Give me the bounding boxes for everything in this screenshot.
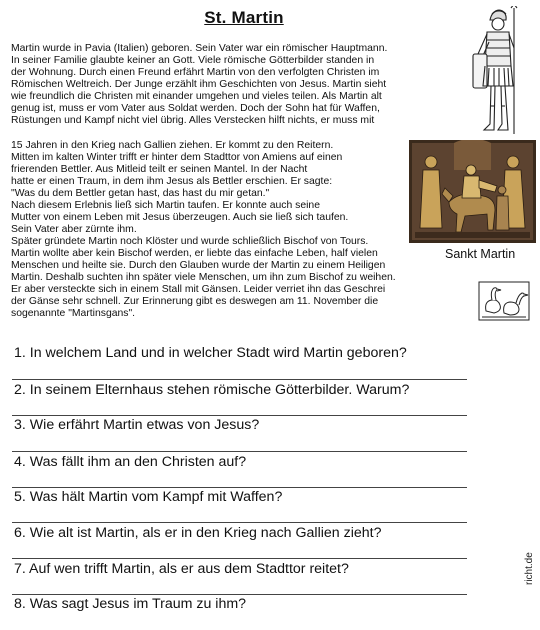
st-martin-painting bbox=[409, 140, 536, 243]
geese-illustration bbox=[478, 281, 530, 321]
story-line: wie freundlich die Christen mit einander umgehen und vieles teilen. Als Martin alt bbox=[11, 91, 382, 103]
story-line: Martin. Deshalb suchten ihn später viele Menschen, um ihn zum Bischof zu weihen. bbox=[11, 272, 396, 284]
credit-text: richt.de bbox=[524, 552, 535, 585]
story-line: Martin wollte aber kein Bischof werden, er liebte das einfache Leben, half vielen bbox=[11, 248, 378, 260]
story-line: der Wohnung. Durch einen Freund erfährt Martin von den verfolgten Christen im bbox=[11, 67, 380, 79]
answer-line-3[interactable] bbox=[12, 451, 467, 452]
story-line: frierenden Bettler. Aus Mitleid teilt er seinen Mantel. In der Nacht bbox=[11, 164, 308, 176]
story-line: Später gründete Martin noch Klöster und wurde schließlich Bischof von Tours. bbox=[11, 236, 369, 248]
story-line: Römischen Weltreich. Der Junge erzählt ihm Geschichten von Jesus. Martin sieht bbox=[11, 79, 387, 91]
story-paragraph-top bbox=[11, 43, 387, 127]
answer-line-4[interactable] bbox=[12, 487, 467, 488]
story-line: Mitten im kalten Winter trifft er hinter dem Stadttor von Amiens auf einen bbox=[11, 152, 343, 164]
image-caption: Sankt Martin bbox=[445, 247, 516, 261]
answer-line-7[interactable] bbox=[12, 594, 467, 595]
story-line: Sein Vater aber zürnte ihm. bbox=[11, 224, 137, 236]
page-title: St. Martin bbox=[204, 8, 284, 27]
story-line: hatte er einen Traum, in dem ihm Jesus als Bettler erschien. Er sagte: bbox=[11, 176, 333, 188]
answer-line-5[interactable] bbox=[12, 522, 467, 523]
question-7: 7. Auf wen trifft Martin, als er aus dem Stadttor reitet? bbox=[14, 561, 349, 577]
story-line: 15 Jahren in den Krieg nach Gallien ziehen. Er kommt zu den Reitern. bbox=[11, 140, 334, 151]
question-1: 1. In welchem Land und in welcher Stadt wird Martin geboren? bbox=[14, 345, 407, 361]
story-paragraph-bottom bbox=[11, 212, 396, 320]
question-5: 5. Was hält Martin vom Kampf mit Waffen? bbox=[14, 489, 283, 505]
question-4: 4. Was fällt ihm an den Christen auf? bbox=[14, 454, 247, 470]
story-line: Mutter von einem Leben mit Jesus überzeugen. Auch sie ließ sich taufen. bbox=[11, 212, 349, 223]
story-line: Martin wurde in Pavia (Italien) geboren. Sein Vater war ein römischer Hauptmann. bbox=[11, 43, 388, 54]
question-2: 2. In seinem Elternhaus stehen römische Götterbilder. Warum? bbox=[14, 382, 410, 398]
story-line: Er aber versteckte sich in einem Stall mit Gänsen. Leider verriet ihn das Geschrei bbox=[11, 284, 386, 296]
answer-line-2[interactable] bbox=[12, 415, 467, 416]
answer-line-1[interactable] bbox=[12, 379, 467, 380]
story-line: der Gänse sehr schnell. Zur Erinnerung gibt es deswegen am 11. November die bbox=[11, 296, 379, 308]
story-line: Nach diesem Erlebnis ließ sich Martin taufen. Er konnte auch seine bbox=[11, 200, 320, 212]
story-line: "Was du dem Bettler getan hast, das hast du mir getan." bbox=[11, 188, 270, 200]
answer-line-6[interactable] bbox=[12, 558, 467, 559]
story-line: Menschen und heilte sie. Durch den Glauben wurde der Martin zu einem Heiligen bbox=[11, 260, 386, 272]
story-line: genug ist, muss er vom Vater aus Soldat werden. Doch der Sohn hat für Waffen, bbox=[11, 103, 380, 115]
question-3: 3. Wie erfährt Martin etwas von Jesus? bbox=[14, 417, 260, 433]
question-6: 6. Wie alt ist Martin, als er in den Krieg nach Gallien zieht? bbox=[14, 525, 382, 541]
story-line: In seiner Familie glaubte keiner an Gott. Viele römische Götterbilder standen in bbox=[11, 55, 375, 67]
story-paragraph-middle bbox=[11, 140, 342, 212]
roman-soldier-illustration bbox=[470, 6, 526, 138]
question-8: 8. Was sagt Jesus im Traum zu ihm? bbox=[14, 596, 247, 612]
story-line: sogenannte "Martinsgans". bbox=[11, 308, 136, 320]
story-line: Rüstungen und Kampf nicht viel übrig. Alles Verstecken hilft nichts, er muss mit bbox=[11, 115, 375, 127]
